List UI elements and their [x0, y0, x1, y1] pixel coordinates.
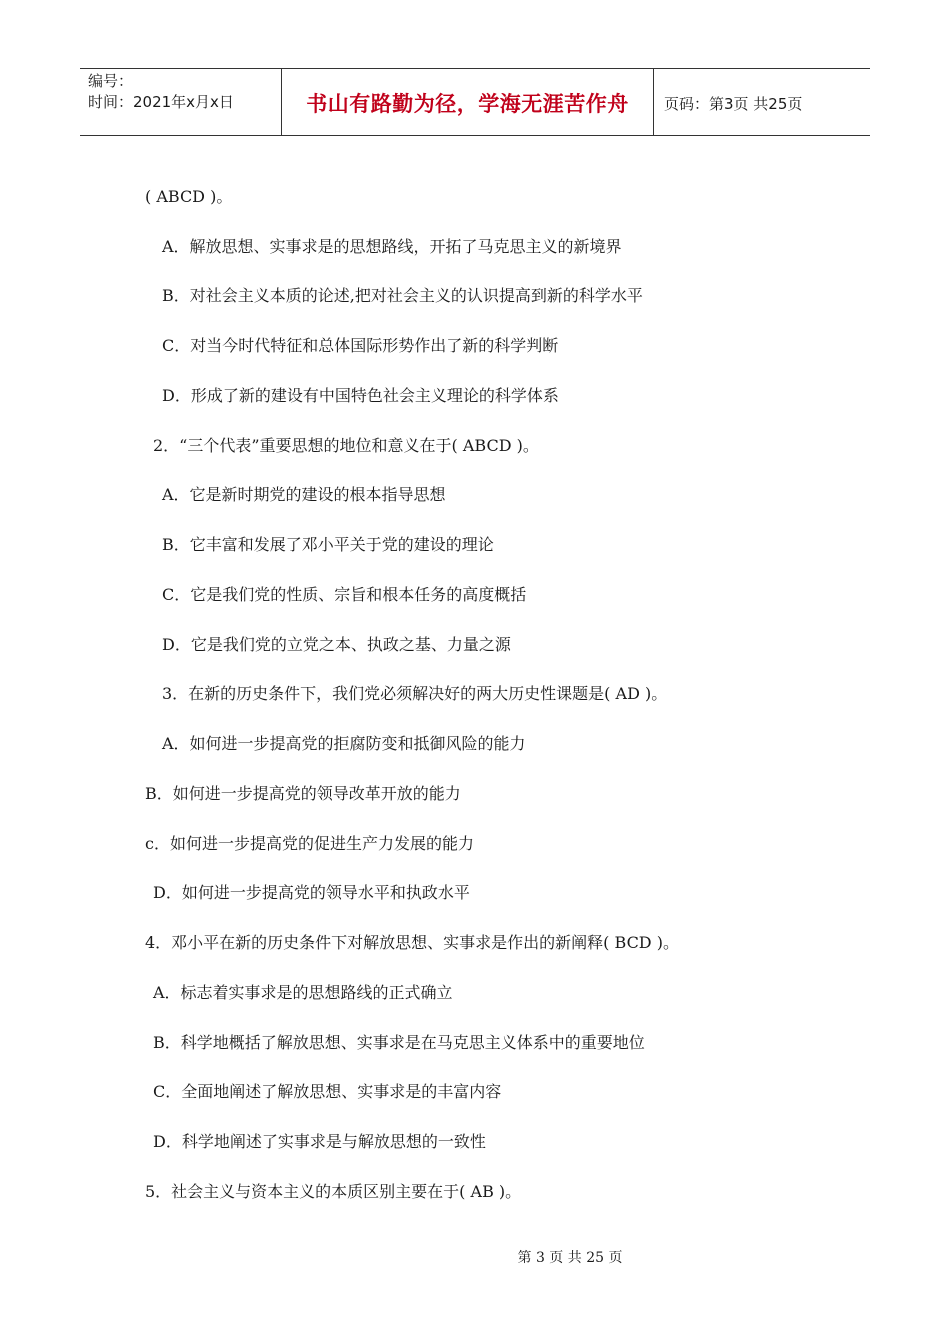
option-line: D．如何进一步提高党的领导水平和执政水平	[153, 883, 470, 902]
option-line: B．它丰富和发展了邓小平关于党的建设的理论	[162, 535, 494, 554]
time-label: 时间：2021年x月x日	[88, 93, 234, 111]
question-line: 4．邓小平在新的历史条件下对解放思想、实事求是作出的新阐释( BCD )。	[145, 933, 679, 952]
question-line: 5．社会主义与资本主义的本质区别主要在于( AB )。	[145, 1182, 522, 1201]
option-line: B．如何进一步提高党的领导改革开放的能力	[145, 784, 461, 803]
option-line: A．它是新时期党的建设的根本指导思想	[162, 485, 446, 504]
option-line: A．标志着实事求是的思想路线的正式确立	[153, 983, 453, 1002]
footer-page-number: 第 3 页 共 25 页	[517, 1250, 623, 1266]
header-page-cell	[654, 69, 870, 135]
page-footer	[0, 1247, 950, 1267]
option-line: D．科学地阐述了实事求是与解放思想的一致性	[153, 1132, 486, 1151]
option-line: C．对当今时代特征和总体国际形势作出了新的科学判断	[162, 336, 559, 355]
option-line: D．形成了新的建设有中国特色社会主义理论的科学体系	[162, 386, 559, 405]
number-label: 编号：	[88, 72, 134, 90]
option-line: A．解放思想、实事求是的思想路线，开拓了马克思主义的新境界	[162, 237, 622, 256]
header-meta-cell	[80, 69, 282, 135]
motto-text: 书山有路勤为径，学海无涯苦作舟	[306, 92, 629, 116]
option-line: B．科学地概括了解放思想、实事求是在马克思主义体系中的重要地位	[153, 1033, 645, 1052]
answer-line: ( ABCD )。	[145, 187, 233, 206]
header-motto-cell	[282, 69, 654, 135]
question-line: 3．在新的历史条件下，我们党必须解决好的两大历史性课题是( AD )。	[162, 684, 668, 703]
document-header	[80, 68, 870, 136]
option-line: c．如何进一步提高党的促进生产力发展的能力	[145, 834, 474, 853]
option-line: A．如何进一步提高党的拒腐防变和抵御风险的能力	[162, 734, 526, 753]
question-line: 2．“三个代表”重要思想的地位和意义在于( ABCD )。	[153, 436, 539, 455]
option-line: C．全面地阐述了解放思想、实事求是的丰富内容	[153, 1082, 502, 1101]
page-label: 页码：第3页 共25页	[664, 94, 803, 113]
option-line: C．它是我们党的性质、宗旨和根本任务的高度概括	[162, 585, 527, 604]
option-line: D．它是我们党的立党之本、执政之基、力量之源	[162, 635, 511, 654]
option-line: B．对社会主义本质的论述,把对社会主义的认识提高到新的科学水平	[162, 286, 643, 305]
